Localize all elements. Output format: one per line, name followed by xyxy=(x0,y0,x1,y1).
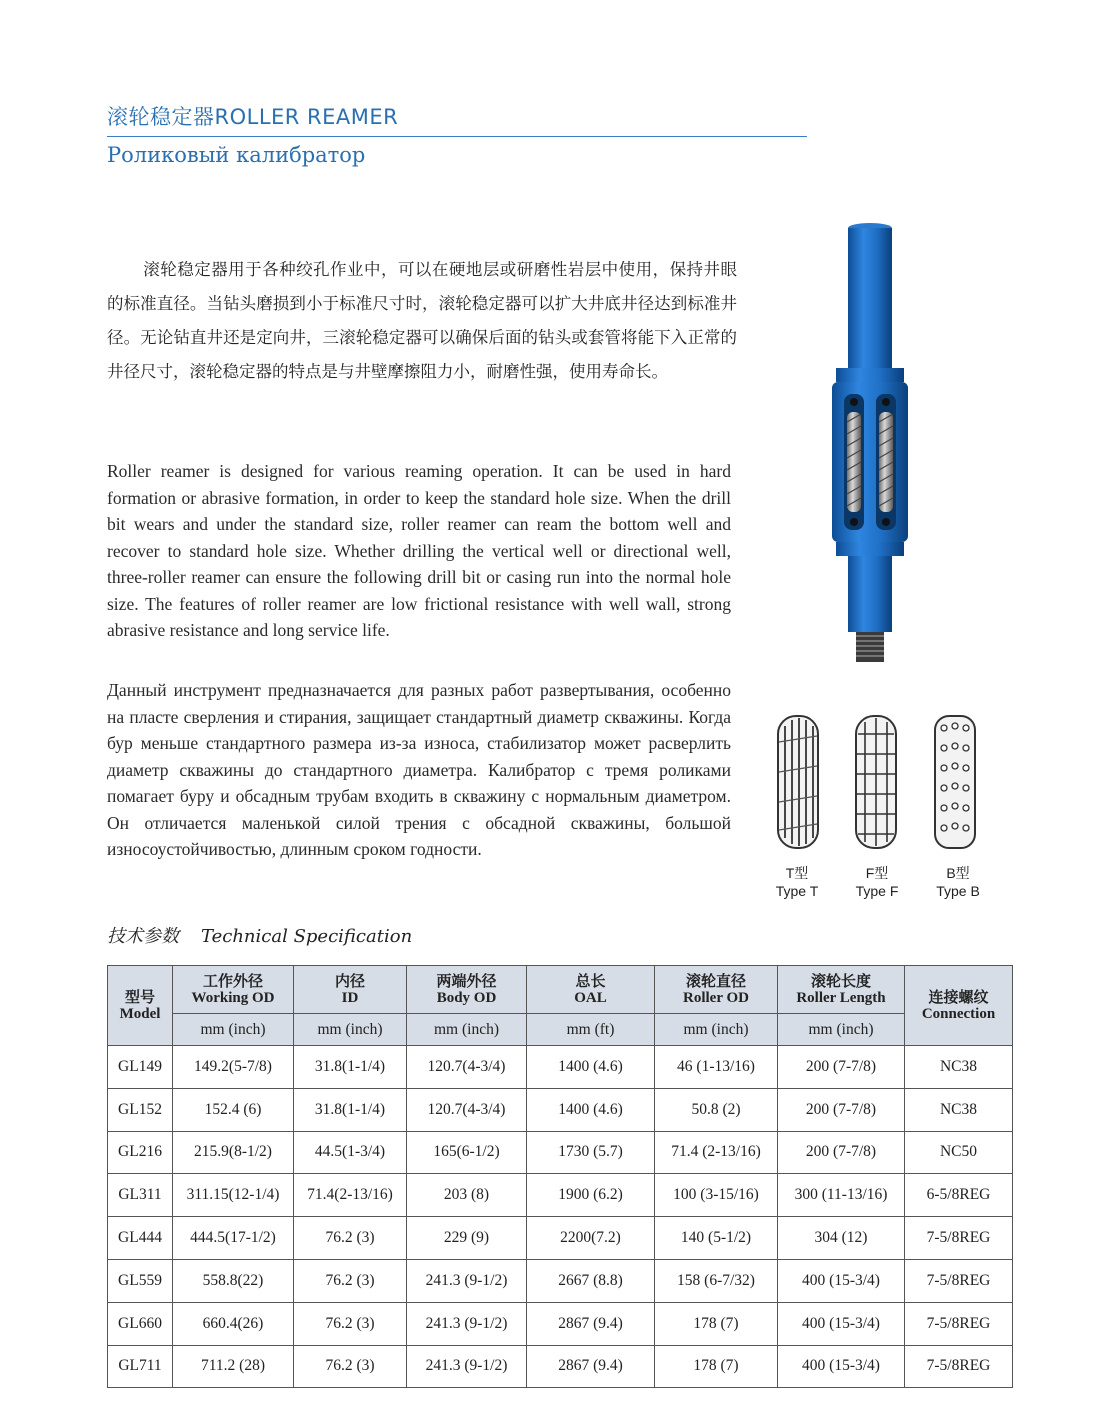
cell-working-od: 149.2(5-7/8) xyxy=(173,1046,294,1089)
col-header-id: 内径 ID xyxy=(294,966,407,1014)
cell-roller-od: 140 (5-1/2) xyxy=(655,1217,778,1260)
cell-connection: 7-5/8REG xyxy=(905,1259,1013,1302)
cell-body-od: 241.3 (9-1/2) xyxy=(407,1259,527,1302)
cell-working-od: 660.4(26) xyxy=(173,1302,294,1345)
table-row xyxy=(108,1259,1013,1302)
cell-model: GL711 xyxy=(108,1345,173,1388)
cell-roller-length: 400 (15-3/4) xyxy=(778,1302,905,1345)
table-row xyxy=(108,1345,1013,1388)
col-header-model: 型号 Model xyxy=(108,966,173,1046)
cell-working-od: 444.5(17-1/2) xyxy=(173,1217,294,1260)
unit-roller-length: mm (inch) xyxy=(778,1014,905,1046)
table-row xyxy=(108,1088,1013,1131)
cell-working-od: 311.15(12-1/4) xyxy=(173,1174,294,1217)
cell-id: 76.2 (3) xyxy=(294,1259,407,1302)
cell-model: GL216 xyxy=(108,1131,173,1174)
roller-label-t-cn: T型 xyxy=(785,865,809,881)
cell-id: 44.5(1-3/4) xyxy=(294,1131,407,1174)
spec-heading-cn: 技术参数 xyxy=(107,926,179,947)
unit-working-od: mm (inch) xyxy=(173,1014,294,1046)
roller-reamer-illustration xyxy=(822,222,918,667)
description-russian: Данный инструмент предназначается для разных работ развертывания, особенно на пласте сверления и стирания, защищает стандартный диаметр скважины. Когда бур меньше стандартного размера из-за износа, стабилизатор может расверлить диаметр скважины до стандартного диаметра. Калибратор с тремя роликами помагает буру и обсадным трубам входить в скважину с нормальным диаметром. Он отличается маленькой силой трения с обсадной скважины, большой износоустойчивостью, длинным сроком годности. xyxy=(107,680,731,859)
cell-connection: 7-5/8REG xyxy=(905,1345,1013,1388)
cell-roller-od: 100 (3-15/16) xyxy=(655,1174,778,1217)
cell-roller-length: 200 (7-7/8) xyxy=(778,1046,905,1089)
cell-working-od: 558.8(22) xyxy=(173,1259,294,1302)
cell-oal: 1400 (4.6) xyxy=(527,1088,655,1131)
cell-oal: 2867 (9.4) xyxy=(527,1345,655,1388)
roller-label-f-cn: F型 xyxy=(865,865,889,881)
cell-roller-od: 46 (1-13/16) xyxy=(655,1046,778,1089)
cell-body-od: 241.3 (9-1/2) xyxy=(407,1302,527,1345)
cell-connection: NC50 xyxy=(905,1131,1013,1174)
cell-oal: 2667 (8.8) xyxy=(527,1259,655,1302)
unit-body-od: mm (inch) xyxy=(407,1014,527,1046)
spec-heading-en: Technical Specification xyxy=(201,926,413,947)
table-row xyxy=(108,1131,1013,1174)
cell-connection: 6-5/8REG xyxy=(905,1174,1013,1217)
cell-working-od: 711.2 (28) xyxy=(173,1345,294,1388)
cell-id: 76.2 (3) xyxy=(294,1345,407,1388)
cell-roller-length: 200 (7-7/8) xyxy=(778,1131,905,1174)
col-header-oal: 总长 OAL xyxy=(527,966,655,1014)
spec-table xyxy=(107,965,1013,1388)
title-divider xyxy=(107,136,807,137)
roller-label-t-en: Type T xyxy=(775,883,819,899)
cell-body-od: 120.7(4-3/4) xyxy=(407,1046,527,1089)
unit-id: mm (inch) xyxy=(294,1014,407,1046)
roller-type-b-icon xyxy=(930,712,980,852)
cell-id: 31.8(1-1/4) xyxy=(294,1088,407,1131)
cell-roller-length: 400 (15-3/4) xyxy=(778,1259,905,1302)
cell-model: GL559 xyxy=(108,1259,173,1302)
page-subtitle: Роликовый калибратор xyxy=(107,143,366,167)
table-row xyxy=(108,1046,1013,1089)
col-header-connection: 连接螺纹 Connection xyxy=(905,966,1013,1046)
cell-roller-length: 304 (12) xyxy=(778,1217,905,1260)
cell-id: 71.4(2-13/16) xyxy=(294,1174,407,1217)
table-row xyxy=(108,1302,1013,1345)
cell-oal: 1730 (5.7) xyxy=(527,1131,655,1174)
cell-model: GL149 xyxy=(108,1046,173,1089)
cell-connection: NC38 xyxy=(905,1088,1013,1131)
cell-id: 76.2 (3) xyxy=(294,1217,407,1260)
cell-oal: 2867 (9.4) xyxy=(527,1302,655,1345)
cell-roller-length: 200 (7-7/8) xyxy=(778,1088,905,1131)
cell-model: GL660 xyxy=(108,1302,173,1345)
cell-body-od: 229 (9) xyxy=(407,1217,527,1260)
table-row xyxy=(108,1174,1013,1217)
cell-roller-length: 400 (15-3/4) xyxy=(778,1345,905,1388)
unit-roller-od: mm (inch) xyxy=(655,1014,778,1046)
roller-type-t-icon xyxy=(773,712,823,852)
cell-connection: NC38 xyxy=(905,1046,1013,1089)
roller-label-b-cn: B型 xyxy=(946,865,970,881)
cell-roller-length: 300 (11-13/16) xyxy=(778,1174,905,1217)
roller-label-b xyxy=(923,864,993,900)
cell-roller-od: 50.8 (2) xyxy=(655,1088,778,1131)
roller-label-b-en: Type B xyxy=(936,883,980,899)
cell-id: 31.8(1-1/4) xyxy=(294,1046,407,1089)
unit-oal: mm (ft) xyxy=(527,1014,655,1046)
col-header-roller-length: 滚轮长度 Roller Length xyxy=(778,966,905,1014)
cell-model: GL152 xyxy=(108,1088,173,1131)
cell-model: GL444 xyxy=(108,1217,173,1260)
cell-body-od: 203 (8) xyxy=(407,1174,527,1217)
description-english: Roller reamer is designed for various reaming operation. It can be used in hard formation or abrasive formation, in order to keep the standard hole size. When the drill bit wears and under the standard size, roller reamer can ream the bottom well and recover to standard hole size. Whether drilling the vertical well or directional well, three-roller reamer can ensure the following drill bit or casing run into the normal hole size. The features of roller reamer are low frictional resistance with well wall, strong abrasive resistance and long service life. xyxy=(107,461,731,640)
page-title: 滚轮稳定器ROLLER REAMER xyxy=(107,105,399,129)
cell-roller-od: 71.4 (2-13/16) xyxy=(655,1131,778,1174)
col-header-working-od: 工作外径 Working OD xyxy=(173,966,294,1014)
description-chinese: 滚轮稳定器用于各种绞孔作业中，可以在硬地层或研磨性岩层中使用，保持井眼的标准直径。当钻头磨损到小于标准尺寸时，滚轮稳定器可以扩大井底井径达到标准井径。无论钻直井还是定向井，三滚轮稳定器可以确保后面的钻头或套管将能下入正常的井径尺寸，滚轮稳定器的特点是与井壁摩擦阻力小，耐磨性强，使用寿命长。 xyxy=(107,260,737,381)
roller-label-t xyxy=(762,864,832,900)
cell-id: 76.2 (3) xyxy=(294,1302,407,1345)
cell-oal: 1900 (6.2) xyxy=(527,1174,655,1217)
cell-oal: 1400 (4.6) xyxy=(527,1046,655,1089)
cell-roller-od: 158 (6-7/32) xyxy=(655,1259,778,1302)
spec-heading xyxy=(107,922,412,948)
cell-oal: 2200(7.2) xyxy=(527,1217,655,1260)
col-header-body-od: 两端外径 Body OD xyxy=(407,966,527,1014)
roller-type-f-icon xyxy=(851,712,901,852)
cell-roller-od: 178 (7) xyxy=(655,1302,778,1345)
cell-body-od: 165(6-1/2) xyxy=(407,1131,527,1174)
roller-label-f-en: Type F xyxy=(855,883,899,899)
cell-working-od: 152.4 (6) xyxy=(173,1088,294,1131)
table-row xyxy=(108,1217,1013,1260)
cell-body-od: 120.7(4-3/4) xyxy=(407,1088,527,1131)
cell-connection: 7-5/8REG xyxy=(905,1217,1013,1260)
cell-model: GL311 xyxy=(108,1174,173,1217)
cell-connection: 7-5/8REG xyxy=(905,1302,1013,1345)
cell-body-od: 241.3 (9-1/2) xyxy=(407,1345,527,1388)
cell-working-od: 215.9(8-1/2) xyxy=(173,1131,294,1174)
roller-label-f xyxy=(842,864,912,900)
col-header-roller-od: 滚轮直径 Roller OD xyxy=(655,966,778,1014)
cell-roller-od: 178 (7) xyxy=(655,1345,778,1388)
